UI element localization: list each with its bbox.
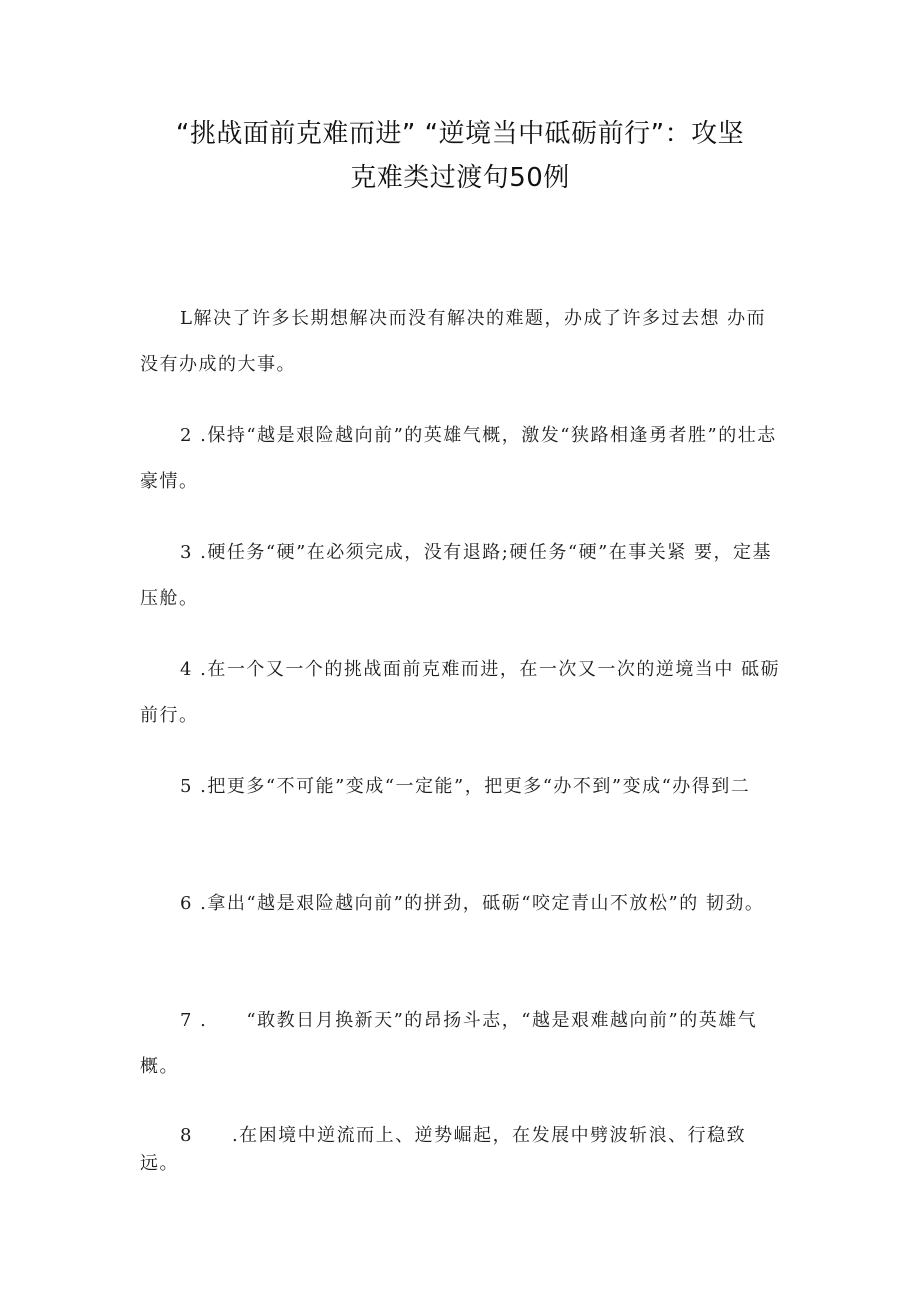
list-item-5: 5 .把更多“不可能”变成“一定能”，把更多“办不到”变成“办得到二	[180, 776, 751, 797]
list-item-1: L解决了许多长期想解决而没有解决的难题，办成了许多过去想 办而没有办成的大事。	[140, 308, 767, 375]
document-title	[140, 112, 780, 200]
list-item-4: 4 .在一个又一个的挑战面前克难而进，在一次又一次的逆境当中 砥砺前行。	[140, 659, 781, 726]
list-item-3: 3 .硬任务“硬”在必须完成，没有退路;硬任务“硬”在事关紧 要，定基压舱。	[140, 542, 772, 609]
list-item-6: 6 .拿出“越是艰险越向前”的拼劲，砥砺“咬定青山不放松”的 韧劲。	[180, 893, 765, 914]
title-line-1: “挑战面前克难而进” “逆境当中砥砺前行”：攻坚	[175, 119, 745, 149]
list-item-8: 8 .在困境中逆流而上、逆势崛起，在发展中劈波斩浪、行稳致远。	[140, 1125, 747, 1174]
list-item-7: 7 . “敢教日月换新天”的昂扬斗志，“越是艰难越向前”的英雄气概。	[140, 1010, 758, 1077]
title-line-2: 克难类过渡句50例	[350, 163, 570, 193]
list-item-2: 2 .保持“越是艰险越向前”的英雄气概，激发“狭路相逢勇者胜”的壮志豪情。	[140, 425, 777, 492]
